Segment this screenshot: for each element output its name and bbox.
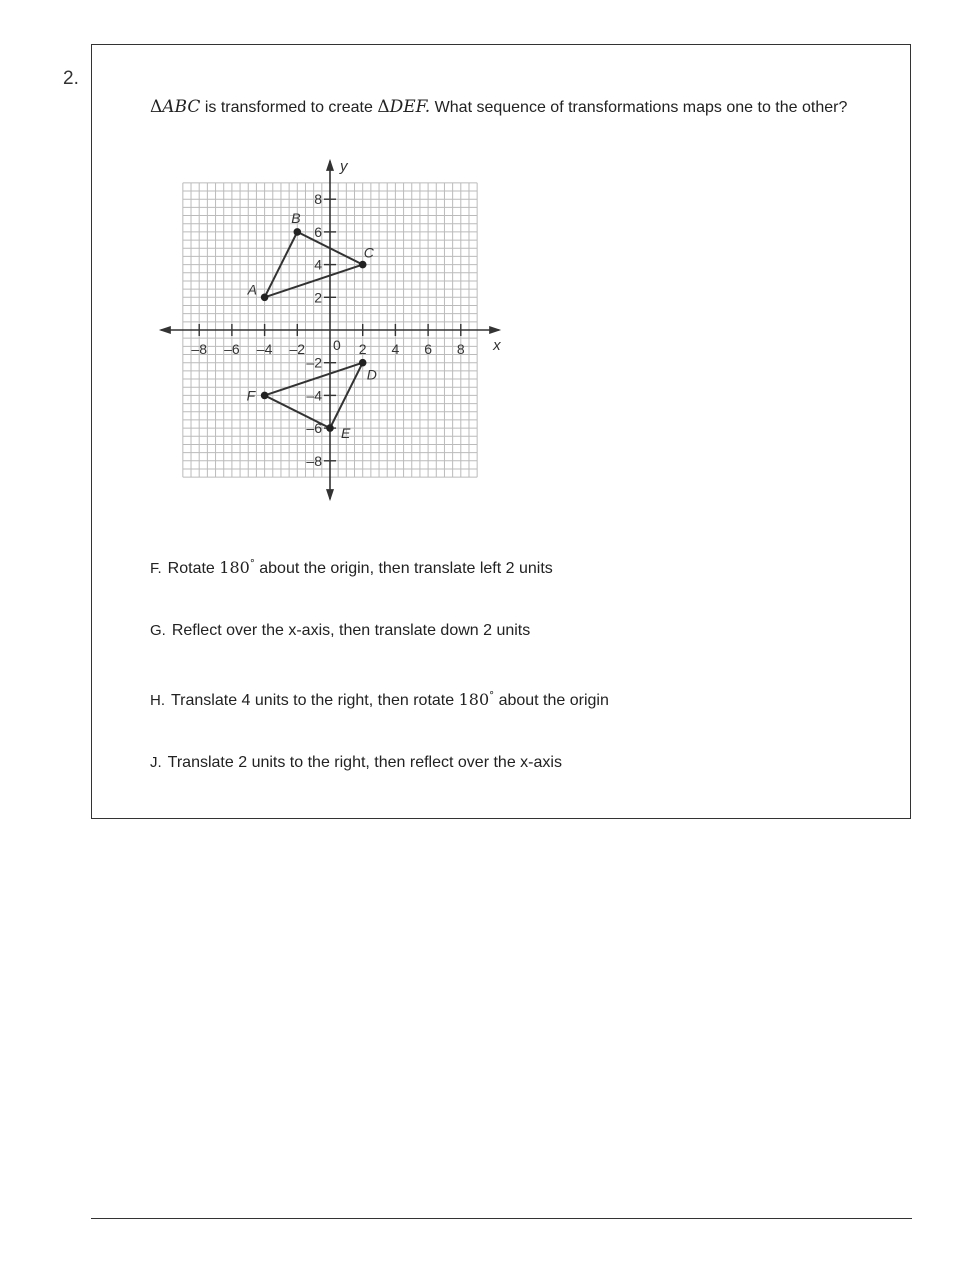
vertex-label-b: B bbox=[291, 209, 301, 226]
y-tick-label: 4 bbox=[314, 256, 322, 273]
choice-letter: F. bbox=[150, 560, 162, 577]
x-tick-label: 4 bbox=[391, 341, 400, 357]
question-prompt: ΔABC is transformed to create ΔDEF. What sequence of transformations maps one to the other? bbox=[150, 97, 848, 117]
bottom-divider bbox=[91, 1218, 912, 1219]
triangle-abc-label: ΔABC bbox=[150, 97, 201, 117]
choice-letter: J. bbox=[150, 754, 162, 771]
choice-h[interactable]: H. Translate 4 units to the right, then rotate 180° about the origin bbox=[150, 690, 609, 709]
vertex-label-f: F bbox=[246, 387, 256, 404]
x-tick-label: –4 bbox=[256, 341, 273, 357]
y-tick-label: –6 bbox=[306, 420, 322, 437]
x-tick-label: 8 bbox=[456, 341, 465, 357]
y-tick-label: –2 bbox=[306, 354, 322, 371]
y-axis-arrow-down bbox=[326, 489, 334, 501]
coordinate-graph bbox=[150, 150, 520, 510]
vertex-point-e bbox=[326, 424, 334, 432]
vertex-label-a: A bbox=[247, 281, 257, 298]
choice-letter: G. bbox=[150, 622, 166, 639]
y-tick-label: 8 bbox=[314, 191, 322, 208]
y-tick-label: 6 bbox=[314, 223, 322, 240]
x-axis-arrow-right bbox=[489, 326, 501, 334]
y-tick-label: –8 bbox=[306, 452, 322, 469]
degree-value: 180° bbox=[219, 558, 255, 577]
x-axis-label: x bbox=[493, 337, 501, 354]
vertex-label-e: E bbox=[341, 425, 351, 442]
triangle-def-label: ΔDEF. bbox=[377, 97, 431, 117]
x-tick-label: 6 bbox=[424, 341, 432, 357]
y-axis-label: y bbox=[340, 157, 348, 175]
vertex-point-f bbox=[261, 392, 269, 400]
choice-g[interactable]: G. Reflect over the x-axis, then translate down 2 units bbox=[150, 622, 531, 639]
x-tick-label: –6 bbox=[224, 341, 240, 357]
vertex-point-a bbox=[261, 294, 269, 302]
vertex-point-d bbox=[359, 359, 367, 367]
vertex-label-c: C bbox=[363, 244, 374, 261]
choice-j[interactable]: J. Translate 2 units to the right, then reflect over the x-axis bbox=[150, 754, 562, 771]
x-tick-label: –2 bbox=[289, 341, 306, 357]
x-tick-label: –8 bbox=[191, 341, 207, 357]
choice-letter: H. bbox=[150, 692, 165, 709]
x-axis-arrow-left bbox=[159, 326, 171, 334]
origin-label: 0 bbox=[333, 337, 341, 353]
vertex-point-b bbox=[294, 228, 302, 236]
question-number: 2. bbox=[63, 68, 79, 89]
y-axis-arrow-up bbox=[326, 159, 334, 171]
y-tick-label: 2 bbox=[314, 289, 322, 306]
x-tick-label: 2 bbox=[358, 341, 367, 357]
vertex-label-d: D bbox=[366, 366, 377, 383]
degree-value: 180° bbox=[458, 690, 495, 709]
vertex-point-c bbox=[359, 261, 367, 269]
choice-f[interactable]: F. Rotate 180° about the origin, then translate left 2 units bbox=[150, 558, 553, 577]
y-tick-label: –4 bbox=[306, 387, 322, 404]
